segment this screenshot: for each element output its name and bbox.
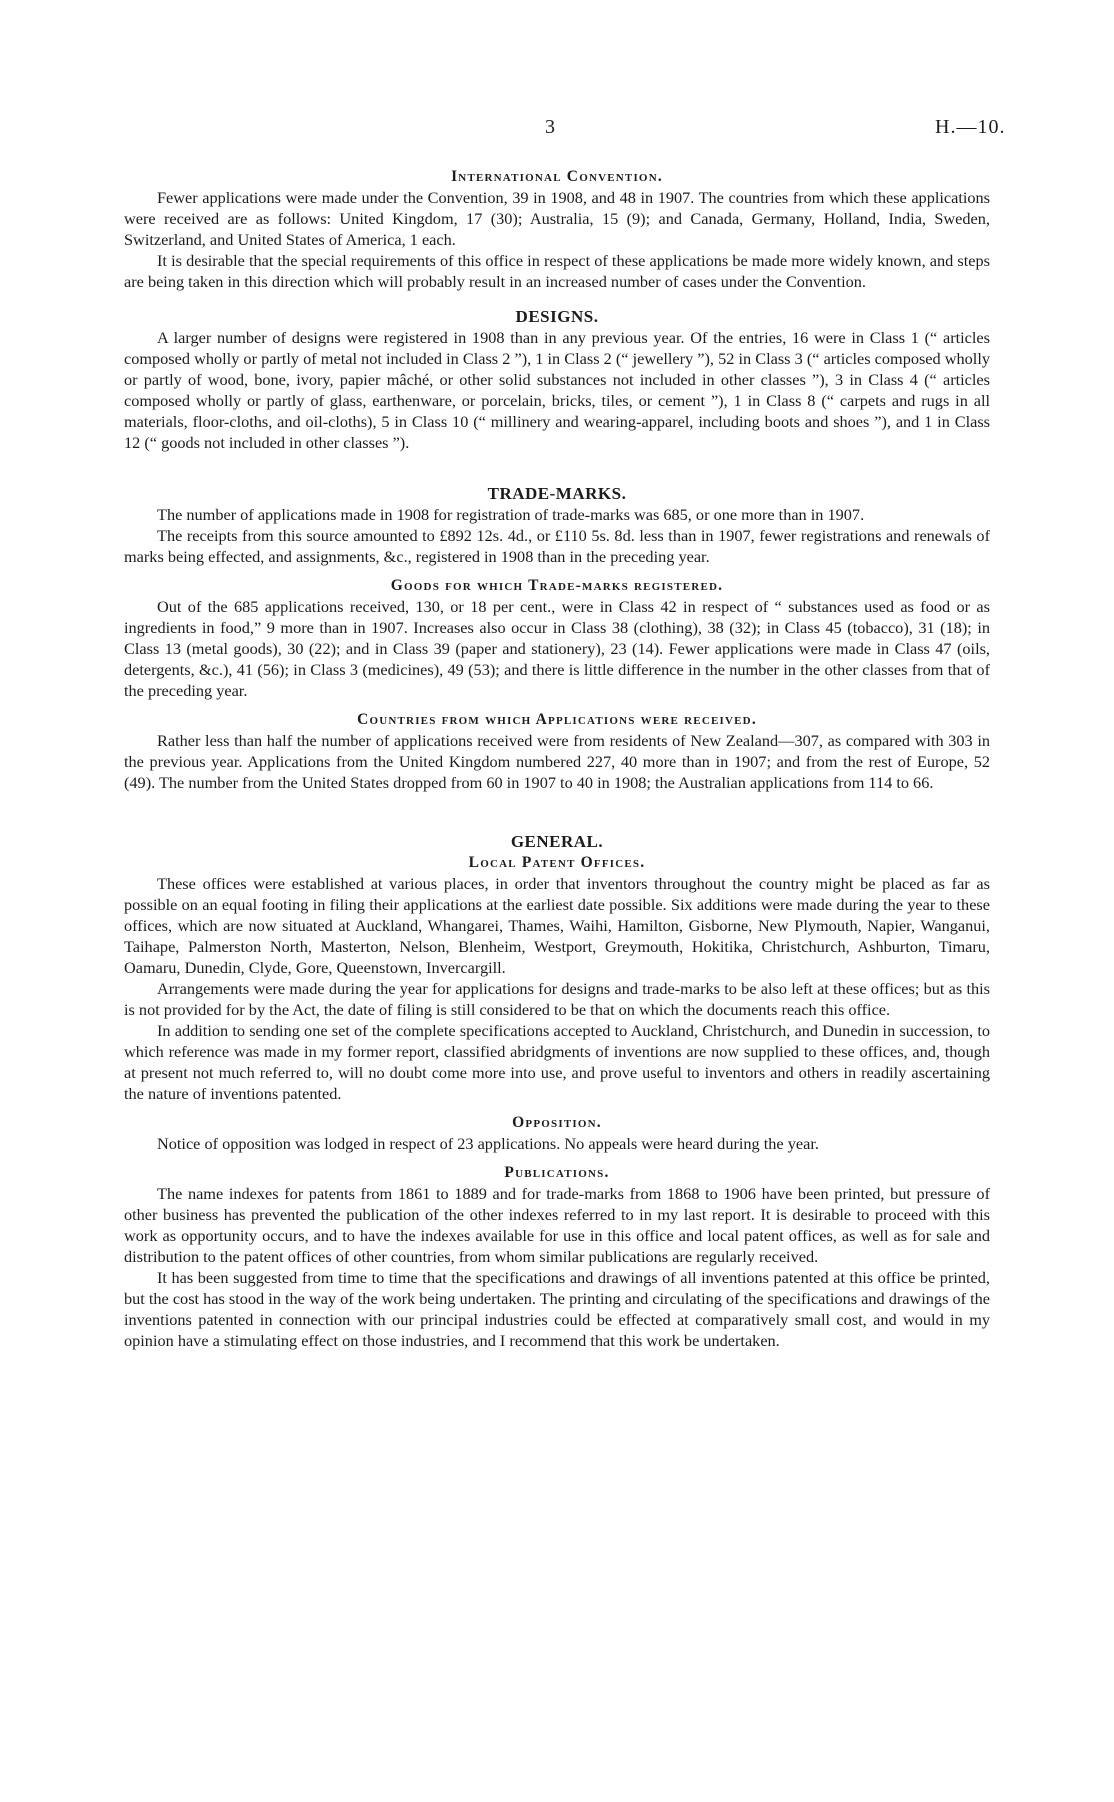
heading-designs: DESIGNS. bbox=[515, 307, 599, 326]
subheading-local-patent-offices: Local Patent Offices. bbox=[468, 854, 646, 871]
paragraph: Rather less than half the number of applications received were from residents of New Zealand—307, as compared with 303 in the previous year. Applications from the United Kingdom numbered 227, 40 more than in 1907; and from the rest of Europe, 52 (49). The number from the United States dropped from 60 in 1907 to 40 in 1908; the Australian applications from 114 to 66. bbox=[124, 731, 990, 792]
page-number: 3 bbox=[545, 116, 555, 138]
body-text bbox=[124, 166, 990, 1351]
paragraph: The name indexes for patents from 1861 to 1889 and for trade-marks from 1868 to 1906 have been printed, but pressure of other business has prevented the publication of the other indexes referred to in my last report. It is desirable to proceed with this work as opportunity occurs, and to have the indexes available for use in this office and local patent offices, as well as for sale and distribution to the patent offices of other countries, from whom similar publications are regularly received. bbox=[124, 1184, 990, 1266]
paragraph: The receipts from this source amounted to £892 12s. 4d., or £110 5s. 8d. less than in 1907, fewer registrations and renewals of marks being effected, and assignments, &c., registered in 1908 than in the preceding year. bbox=[124, 526, 990, 566]
paragraph: Notice of opposition was lodged in respect of 23 applications. No appeals were heard during the year. bbox=[157, 1134, 819, 1153]
paragraph: These offices were established at various places, in order that inventors throughout the country might be placed as far as possible on an equal footing in filing their applications at the earliest date possible. Six additions were made during the year to these offices, which are now situated at Auckland, Whangarei, Thames, Waihi, Hamilton, Gisborne, New Plymouth, Napier, Wanganui, Taihape, Palmerston North, Masterton, Nelson, Blenheim, Westport, Greymouth, Hokitika, Christchurch, Ashburton, Timaru, Oamaru, Dunedin, Clyde, Gore, Queenstown, Invercargill. bbox=[124, 874, 990, 977]
subheading-opposition: Opposition. bbox=[512, 1114, 602, 1131]
subheading-goods: Goods for which Trade-marks registered. bbox=[390, 577, 724, 594]
paragraph: The number of applications made in 1908 for registration of trade-marks was 685, or one more than in 1907. bbox=[157, 505, 865, 524]
paragraph: Arrangements were made during the year for applications for designs and trade-marks to be also left at these offices; but as this is not provided for by the Act, the date of filing is still considered to be that on which the documents reach this office. bbox=[124, 979, 990, 1019]
subheading-publications: Publications. bbox=[504, 1164, 610, 1181]
heading-general: GENERAL. bbox=[510, 832, 604, 851]
paragraph: It is desirable that the special requirements of this office in respect of these applications be made more widely known, and steps are being taken in this direction which will probably result in an increased number of cases under the Convention. bbox=[124, 251, 990, 291]
paragraph: A larger number of designs were registered in 1908 than in any previous year. Of the entries, 16 were in Class 1 (“ articles composed wholly or partly of metal not included in Class 2 ”), 1 in Class 2 (“ jewellery ”), 52 in Class 3 (“ articles composed wholly or partly of wood, bone, ivory, papier mâché, or other solid substances not included in other classes ”), 3 in Class 4 (“ articles composed wholly or partly of glass, earthenware, or porcelain, bricks, tiles, or cement ”), 1 in Class 8 (“ carpets and rugs in all materials, floor-cloths, and oil-cloths), 5 in Class 10 (“ millinery and wearing-apparel, including boots and shoes ”), and 1 in Class 12 (“ goods not included in other classes ”). bbox=[124, 328, 990, 452]
heading-international-convention: International Convention. bbox=[451, 168, 663, 185]
heading-trade-marks: TRADE-MARKS. bbox=[487, 484, 627, 503]
paragraph: Out of the 685 applications received, 130, or 18 per cent., were in Class 42 in respect of “ substances used as food or as ingredients in food,” 9 more than in 1907. Increases also occur in Class 38 (clothing), 38 (32); in Class 45 (tobacco), 31 (18); in Class 13 (metal goods), 30 (22); and in Class 39 (paper and stationery), 23 (14). Fewer applications were made in Class 47 (oils, detergents, &c.), 41 (56); in Class 3 (medicines), 49 (53); and there is little difference in the number in the other classes from that of the preceding year. bbox=[124, 597, 990, 700]
document-reference: H.—10. bbox=[935, 116, 1006, 138]
paragraph: In addition to sending one set of the complete specifications accepted to Auckland, Christchurch, and Dunedin in succession, to which reference was made in my former report, classified abridgments of inventions are now supplied to these offices, and, though at present not much referred to, will no doubt come more into use, and prove useful to inventors and others in readily ascertaining the nature of inventions patented. bbox=[124, 1021, 990, 1103]
subheading-countries: Countries from which Applications were received. bbox=[357, 711, 757, 728]
paragraph: It has been suggested from time to time that the specifications and drawings of all inventions patented at this office be printed, but the cost has stood in the way of the work being undertaken. The printing and circulating of the specifications and drawings of the inventions patented in connection with our principal industries could be effected at comparatively small cost, and would in my opinion have a stimulating effect on those industries, and I recommend that this work be undertaken. bbox=[124, 1268, 990, 1350]
paragraph: Fewer applications were made under the Convention, 39 in 1908, and 48 in 1907. The countries from which these applications were received are as follows: United Kingdom, 17 (30); Australia, 15 (9); and Canada, Germany, Holland, India, Sweden, Switzerland, and United States of America, 1 each. bbox=[124, 188, 990, 249]
